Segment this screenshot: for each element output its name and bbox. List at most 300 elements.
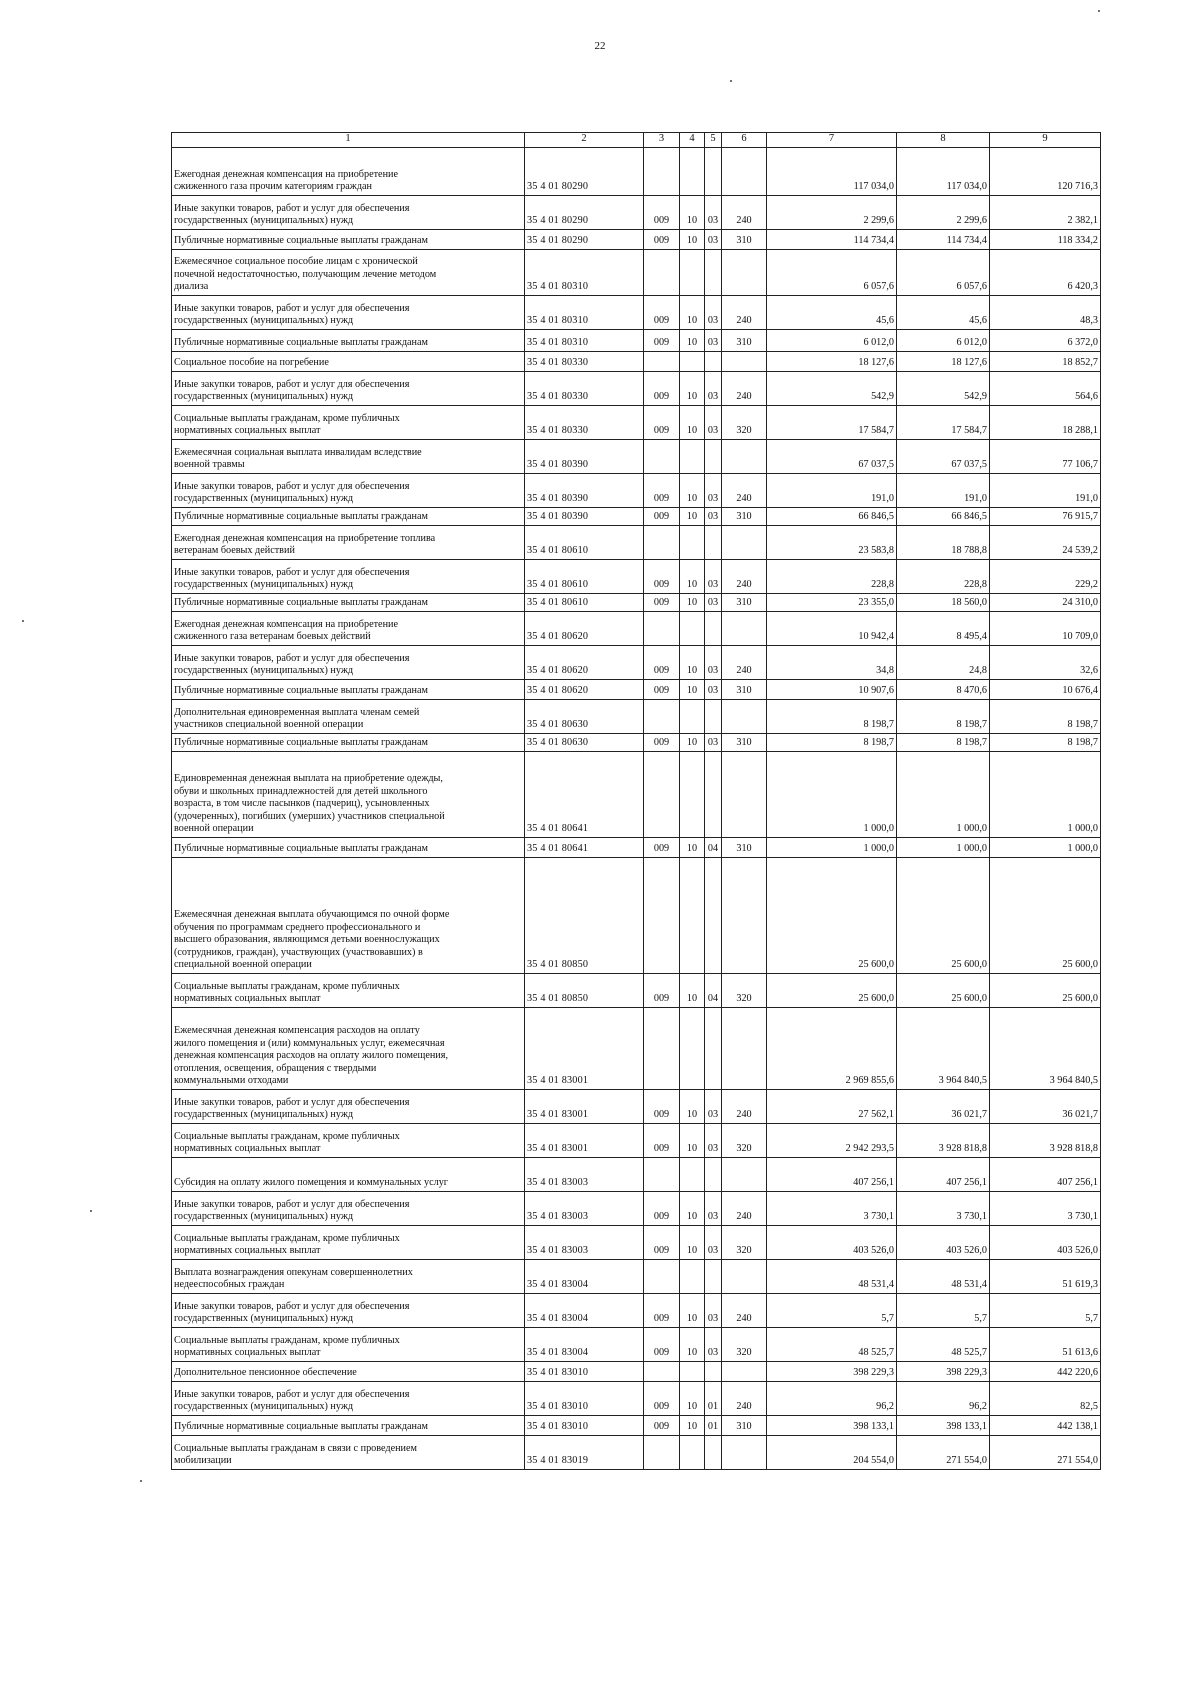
row-code: 35 4 01 80390	[525, 507, 644, 525]
page-number: 22	[594, 40, 606, 52]
row-value-col9: 18 852,7	[990, 351, 1101, 371]
row-description: Ежемесячная денежная выплата обучающимся по очной форме обучения по программам среднего профессионального и высшего образования, являющимся детьми военнослужащих (сотрудников, граждан), участвующих (участвовавших) в специальной военной операции	[172, 857, 525, 973]
row-section-code: 10	[680, 295, 705, 329]
row-code: 35 4 01 83001	[525, 1123, 644, 1157]
row-value-col9: 25 600,0	[990, 857, 1101, 973]
row-value-col8: 18 127,6	[897, 351, 990, 371]
row-description: Ежемесячное социальное пособие лицам с хронической почечной недостаточностью, получающим лечение методом диализа	[172, 249, 525, 295]
row-value-col8: 67 037,5	[897, 439, 990, 473]
row-ministry-code: 009	[644, 295, 680, 329]
row-section-code: 10	[680, 1225, 705, 1259]
row-expense-type: 240	[722, 645, 767, 679]
row-description: Ежегодная денежная компенсация на приобретение сжиженного газа прочим категориям граждан	[172, 147, 525, 195]
row-code: 35 4 01 80330	[525, 351, 644, 371]
row-ministry-code: 009	[644, 1415, 680, 1435]
row-code: 35 4 01 83010	[525, 1361, 644, 1381]
row-section-code: 10	[680, 1089, 705, 1123]
row-section-code: 10	[680, 733, 705, 751]
row-subsection-code: 03	[705, 1225, 722, 1259]
row-ministry-code: 009	[644, 559, 680, 593]
row-description: Социальные выплаты гражданам, кроме публичных нормативных социальных выплат	[172, 1327, 525, 1361]
row-ministry-code	[644, 351, 680, 371]
row-subsection-code	[705, 1435, 722, 1469]
row-ministry-code	[644, 439, 680, 473]
row-expense-type: 310	[722, 329, 767, 351]
scan-speck	[140, 1480, 142, 1482]
row-code: 35 4 01 83004	[525, 1293, 644, 1327]
row-value-col8: 8 470,6	[897, 679, 990, 699]
row-value-col7: 23 355,0	[767, 593, 897, 611]
row-value-col9: 407 256,1	[990, 1157, 1101, 1191]
row-code: 35 4 01 80610	[525, 559, 644, 593]
row-ministry-code: 009	[644, 329, 680, 351]
row-ministry-code	[644, 1259, 680, 1293]
row-description: Публичные нормативные социальные выплаты гражданам	[172, 593, 525, 611]
row-value-col8: 398 229,3	[897, 1361, 990, 1381]
row-value-col7: 398 229,3	[767, 1361, 897, 1381]
row-value-col8: 6 012,0	[897, 329, 990, 351]
row-ministry-code	[644, 699, 680, 733]
row-value-col9: 118 334,2	[990, 229, 1101, 249]
row-value-col8: 3 928 818,8	[897, 1123, 990, 1157]
row-expense-type: 240	[722, 295, 767, 329]
table-row	[172, 195, 1101, 229]
row-value-col8: 117 034,0	[897, 147, 990, 195]
table-row	[172, 733, 1101, 751]
row-subsection-code: 03	[705, 645, 722, 679]
row-subsection-code: 03	[705, 1089, 722, 1123]
row-code: 35 4 01 80610	[525, 593, 644, 611]
row-code: 35 4 01 83003	[525, 1157, 644, 1191]
row-value-col7: 542,9	[767, 371, 897, 405]
table-row	[172, 371, 1101, 405]
row-value-col9: 1 000,0	[990, 837, 1101, 857]
row-value-col9: 3 730,1	[990, 1191, 1101, 1225]
row-subsection-code: 03	[705, 679, 722, 699]
row-expense-type	[722, 249, 767, 295]
row-value-col9: 1 000,0	[990, 751, 1101, 837]
row-code: 35 4 01 80630	[525, 699, 644, 733]
row-section-code	[680, 1157, 705, 1191]
row-subsection-code: 03	[705, 405, 722, 439]
row-value-col7: 45,6	[767, 295, 897, 329]
row-value-col8: 36 021,7	[897, 1089, 990, 1123]
header-cell-5: 5	[705, 133, 722, 148]
row-value-col7: 191,0	[767, 473, 897, 507]
row-value-col8: 18 560,0	[897, 593, 990, 611]
row-value-col7: 403 526,0	[767, 1225, 897, 1259]
row-value-col7: 228,8	[767, 559, 897, 593]
row-ministry-code: 009	[644, 593, 680, 611]
row-expense-type: 320	[722, 1327, 767, 1361]
row-section-code	[680, 1007, 705, 1089]
row-value-col7: 114 734,4	[767, 229, 897, 249]
row-description: Иные закупки товаров, работ и услуг для обеспечения государственных (муниципальных) нужд	[172, 473, 525, 507]
row-value-col9: 3 964 840,5	[990, 1007, 1101, 1089]
row-section-code	[680, 1435, 705, 1469]
row-ministry-code	[644, 1007, 680, 1089]
row-description: Публичные нормативные социальные выплаты гражданам	[172, 329, 525, 351]
row-code: 35 4 01 83003	[525, 1225, 644, 1259]
row-description: Публичные нормативные социальные выплаты гражданам	[172, 837, 525, 857]
row-value-col8: 45,6	[897, 295, 990, 329]
row-value-col8: 66 846,5	[897, 507, 990, 525]
row-value-col8: 1 000,0	[897, 837, 990, 857]
row-value-col9: 5,7	[990, 1293, 1101, 1327]
row-section-code: 10	[680, 837, 705, 857]
row-expense-type	[722, 1157, 767, 1191]
row-expense-type: 310	[722, 229, 767, 249]
row-value-col7: 6 057,6	[767, 249, 897, 295]
row-expense-type	[722, 1259, 767, 1293]
row-code: 35 4 01 80330	[525, 405, 644, 439]
row-section-code	[680, 147, 705, 195]
row-value-col8: 3 730,1	[897, 1191, 990, 1225]
row-expense-type: 240	[722, 1089, 767, 1123]
row-description: Иные закупки товаров, работ и услуг для обеспечения государственных (муниципальных) нужд	[172, 1191, 525, 1225]
row-value-col8: 8 495,4	[897, 611, 990, 645]
table-row	[172, 645, 1101, 679]
table-row	[172, 1225, 1101, 1259]
row-value-col7: 2 299,6	[767, 195, 897, 229]
row-subsection-code: 03	[705, 1191, 722, 1225]
table-row	[172, 473, 1101, 507]
row-value-col7: 25 600,0	[767, 857, 897, 973]
table-row	[172, 1123, 1101, 1157]
header-cell-1: 1	[172, 133, 525, 148]
table-row	[172, 1327, 1101, 1361]
row-code: 35 4 01 83001	[525, 1089, 644, 1123]
row-value-col9: 76 915,7	[990, 507, 1101, 525]
row-subsection-code	[705, 699, 722, 733]
table-row	[172, 837, 1101, 857]
row-expense-type: 320	[722, 973, 767, 1007]
row-value-col7: 2 942 293,5	[767, 1123, 897, 1157]
row-section-code	[680, 439, 705, 473]
row-value-col9: 564,6	[990, 371, 1101, 405]
row-code: 35 4 01 83010	[525, 1381, 644, 1415]
header-cell-2: 2	[525, 133, 644, 148]
table-row	[172, 857, 1101, 973]
row-description: Публичные нормативные социальные выплаты гражданам	[172, 229, 525, 249]
row-section-code	[680, 351, 705, 371]
row-description: Иные закупки товаров, работ и услуг для обеспечения государственных (муниципальных) нужд	[172, 1381, 525, 1415]
row-ministry-code: 009	[644, 1293, 680, 1327]
row-value-col8: 271 554,0	[897, 1435, 990, 1469]
row-code: 35 4 01 83019	[525, 1435, 644, 1469]
table-row	[172, 1381, 1101, 1415]
row-value-col7: 66 846,5	[767, 507, 897, 525]
row-value-col9: 8 198,7	[990, 733, 1101, 751]
row-description: Социальные выплаты гражданам, кроме публичных нормативных социальных выплат	[172, 1123, 525, 1157]
row-code: 35 4 01 80610	[525, 525, 644, 559]
row-expense-type	[722, 1361, 767, 1381]
row-subsection-code: 03	[705, 559, 722, 593]
row-subsection-code	[705, 1007, 722, 1089]
row-value-col7: 2 969 855,6	[767, 1007, 897, 1089]
row-description: Социальные выплаты гражданам, кроме публичных нормативных социальных выплат	[172, 405, 525, 439]
row-value-col7: 1 000,0	[767, 837, 897, 857]
row-subsection-code: 01	[705, 1381, 722, 1415]
row-value-col9: 6 420,3	[990, 249, 1101, 295]
row-code: 35 4 01 80330	[525, 371, 644, 405]
row-value-col8: 6 057,6	[897, 249, 990, 295]
row-section-code: 10	[680, 1123, 705, 1157]
row-value-col7: 3 730,1	[767, 1191, 897, 1225]
scan-speck	[1098, 10, 1100, 12]
scan-speck	[90, 1210, 92, 1212]
table-row	[172, 1157, 1101, 1191]
row-value-col8: 1 000,0	[897, 751, 990, 837]
row-description: Иные закупки товаров, работ и услуг для обеспечения государственных (муниципальных) нужд	[172, 1089, 525, 1123]
table-row	[172, 405, 1101, 439]
row-code: 35 4 01 80310	[525, 249, 644, 295]
row-description: Выплата вознаграждения опекунам совершеннолетних недееспособных граждан	[172, 1259, 525, 1293]
row-code: 35 4 01 80641	[525, 837, 644, 857]
row-value-col8: 25 600,0	[897, 973, 990, 1007]
row-ministry-code: 009	[644, 1381, 680, 1415]
row-description: Дополнительное пенсионное обеспечение	[172, 1361, 525, 1381]
row-section-code: 10	[680, 473, 705, 507]
row-subsection-code	[705, 611, 722, 645]
row-subsection-code: 03	[705, 473, 722, 507]
table-row	[172, 699, 1101, 733]
row-section-code: 10	[680, 1293, 705, 1327]
row-ministry-code	[644, 147, 680, 195]
row-expense-type: 240	[722, 1191, 767, 1225]
row-value-col8: 398 133,1	[897, 1415, 990, 1435]
row-section-code	[680, 699, 705, 733]
row-code: 35 4 01 83004	[525, 1259, 644, 1293]
row-value-col8: 25 600,0	[897, 857, 990, 973]
row-value-col9: 10 676,4	[990, 679, 1101, 699]
row-code: 35 4 01 80641	[525, 751, 644, 837]
row-section-code: 10	[680, 195, 705, 229]
row-ministry-code	[644, 1157, 680, 1191]
row-description: Публичные нормативные социальные выплаты гражданам	[172, 679, 525, 699]
row-description: Публичные нормативные социальные выплаты гражданам	[172, 507, 525, 525]
row-subsection-code: 03	[705, 371, 722, 405]
table-row	[172, 1435, 1101, 1469]
row-subsection-code: 03	[705, 1293, 722, 1327]
table-row	[172, 1293, 1101, 1327]
row-expense-type	[722, 439, 767, 473]
table-row	[172, 525, 1101, 559]
row-value-col9: 403 526,0	[990, 1225, 1101, 1259]
scan-speck	[730, 80, 732, 82]
row-value-col8: 48 531,4	[897, 1259, 990, 1293]
row-expense-type: 310	[722, 507, 767, 525]
table-row	[172, 329, 1101, 351]
row-value-col7: 8 198,7	[767, 733, 897, 751]
row-subsection-code	[705, 1157, 722, 1191]
row-code: 35 4 01 80310	[525, 329, 644, 351]
row-expense-type: 310	[722, 837, 767, 857]
row-section-code: 10	[680, 1191, 705, 1225]
row-subsection-code	[705, 249, 722, 295]
row-code: 35 4 01 83004	[525, 1327, 644, 1361]
row-description: Социальное пособие на погребение	[172, 351, 525, 371]
row-ministry-code: 009	[644, 679, 680, 699]
row-expense-type	[722, 857, 767, 973]
row-code: 35 4 01 80620	[525, 645, 644, 679]
row-description: Социальные выплаты гражданам в связи с проведением мобилизации	[172, 1435, 525, 1469]
row-value-col9: 36 021,7	[990, 1089, 1101, 1123]
row-value-col9: 3 928 818,8	[990, 1123, 1101, 1157]
row-value-col7: 34,8	[767, 645, 897, 679]
row-expense-type: 320	[722, 1225, 767, 1259]
table-row	[172, 751, 1101, 837]
row-code: 35 4 01 83001	[525, 1007, 644, 1089]
row-expense-type: 240	[722, 195, 767, 229]
row-value-col7: 6 012,0	[767, 329, 897, 351]
row-value-col8: 24,8	[897, 645, 990, 679]
row-ministry-code	[644, 611, 680, 645]
row-subsection-code: 03	[705, 329, 722, 351]
row-ministry-code: 009	[644, 1191, 680, 1225]
row-expense-type: 240	[722, 473, 767, 507]
row-code: 35 4 01 80630	[525, 733, 644, 751]
row-value-col9: 442 138,1	[990, 1415, 1101, 1435]
row-value-col9: 51 613,6	[990, 1327, 1101, 1361]
row-value-col8: 48 525,7	[897, 1327, 990, 1361]
row-ministry-code: 009	[644, 1225, 680, 1259]
row-ministry-code: 009	[644, 1089, 680, 1123]
table-row	[172, 1259, 1101, 1293]
row-value-col8: 8 198,7	[897, 733, 990, 751]
row-ministry-code	[644, 525, 680, 559]
table-row	[172, 1007, 1101, 1089]
row-value-col8: 2 299,6	[897, 195, 990, 229]
row-code: 35 4 01 80290	[525, 195, 644, 229]
header-cell-8: 8	[897, 133, 990, 148]
row-section-code	[680, 249, 705, 295]
header-cell-3: 3	[644, 133, 680, 148]
row-subsection-code	[705, 751, 722, 837]
row-code: 35 4 01 80310	[525, 295, 644, 329]
table-row	[172, 1415, 1101, 1435]
row-section-code: 10	[680, 559, 705, 593]
row-description: Иные закупки товаров, работ и услуг для обеспечения государственных (муниципальных) нужд	[172, 1293, 525, 1327]
row-value-col9: 24 310,0	[990, 593, 1101, 611]
row-subsection-code: 03	[705, 507, 722, 525]
row-ministry-code: 009	[644, 195, 680, 229]
row-expense-type: 310	[722, 733, 767, 751]
row-subsection-code	[705, 1259, 722, 1293]
row-expense-type: 310	[722, 679, 767, 699]
header-cell-9: 9	[990, 133, 1101, 148]
row-section-code: 10	[680, 593, 705, 611]
row-section-code	[680, 857, 705, 973]
row-value-col8: 542,9	[897, 371, 990, 405]
row-value-col8: 228,8	[897, 559, 990, 593]
row-value-col8: 17 584,7	[897, 405, 990, 439]
row-description: Иные закупки товаров, работ и услуг для обеспечения государственных (муниципальных) нужд	[172, 645, 525, 679]
table-row	[172, 611, 1101, 645]
row-code: 35 4 01 80390	[525, 439, 644, 473]
row-value-col9: 191,0	[990, 473, 1101, 507]
row-description: Публичные нормативные социальные выплаты гражданам	[172, 733, 525, 751]
row-value-col9: 120 716,3	[990, 147, 1101, 195]
row-value-col9: 18 288,1	[990, 405, 1101, 439]
row-value-col7: 407 256,1	[767, 1157, 897, 1191]
row-code: 35 4 01 80290	[525, 229, 644, 249]
row-value-col8: 191,0	[897, 473, 990, 507]
row-section-code: 10	[680, 329, 705, 351]
row-section-code: 10	[680, 1327, 705, 1361]
row-section-code: 10	[680, 1415, 705, 1435]
row-expense-type: 240	[722, 1381, 767, 1415]
scan-speck	[22, 620, 24, 622]
row-code: 35 4 01 83010	[525, 1415, 644, 1435]
row-ministry-code	[644, 857, 680, 973]
row-ministry-code	[644, 1435, 680, 1469]
row-value-col9: 2 382,1	[990, 195, 1101, 229]
row-section-code: 10	[680, 645, 705, 679]
row-ministry-code: 009	[644, 973, 680, 1007]
row-value-col7: 204 554,0	[767, 1435, 897, 1469]
row-section-code: 10	[680, 371, 705, 405]
row-description: Иные закупки товаров, работ и услуг для обеспечения государственных (муниципальных) нужд	[172, 295, 525, 329]
row-value-col9: 442 220,6	[990, 1361, 1101, 1381]
row-value-col9: 6 372,0	[990, 329, 1101, 351]
row-value-col9: 10 709,0	[990, 611, 1101, 645]
row-value-col9: 77 106,7	[990, 439, 1101, 473]
row-subsection-code: 03	[705, 1327, 722, 1361]
row-subsection-code: 03	[705, 593, 722, 611]
row-value-col7: 5,7	[767, 1293, 897, 1327]
row-ministry-code	[644, 249, 680, 295]
row-expense-type: 310	[722, 1415, 767, 1435]
row-ministry-code: 009	[644, 473, 680, 507]
row-description: Ежегодная денежная компенсация на приобретение топлива ветеранам боевых действий	[172, 525, 525, 559]
table-row	[172, 1191, 1101, 1225]
row-value-col8: 8 198,7	[897, 699, 990, 733]
row-section-code: 10	[680, 973, 705, 1007]
table-row	[172, 1361, 1101, 1381]
table-body	[172, 147, 1101, 1469]
table-row	[172, 679, 1101, 699]
row-description: Публичные нормативные социальные выплаты гражданам	[172, 1415, 525, 1435]
row-value-col7: 398 133,1	[767, 1415, 897, 1435]
row-description: Иные закупки товаров, работ и услуг для обеспечения государственных (муниципальных) нужд	[172, 195, 525, 229]
row-description: Дополнительная единовременная выплата членам семей участников специальной военной операции	[172, 699, 525, 733]
row-description: Ежемесячная денежная компенсация расходов на оплату жилого помещения и (или) коммунальных услуг, ежемесячная денежная компенсация расходов на оплату жилого помещения, отопления, освещения, обращения с твердыми коммунальными отходами	[172, 1007, 525, 1089]
row-subsection-code	[705, 1361, 722, 1381]
table-row	[172, 1089, 1101, 1123]
row-section-code: 10	[680, 405, 705, 439]
table-row	[172, 351, 1101, 371]
row-subsection-code	[705, 147, 722, 195]
row-subsection-code: 03	[705, 1123, 722, 1157]
row-section-code: 10	[680, 679, 705, 699]
header-cell-6: 6	[722, 133, 767, 148]
row-ministry-code: 009	[644, 645, 680, 679]
row-value-col7: 8 198,7	[767, 699, 897, 733]
row-value-col8: 403 526,0	[897, 1225, 990, 1259]
row-expense-type: 240	[722, 371, 767, 405]
row-expense-type	[722, 1435, 767, 1469]
row-ministry-code: 009	[644, 1123, 680, 1157]
row-expense-type: 240	[722, 559, 767, 593]
table-row	[172, 507, 1101, 525]
row-expense-type	[722, 525, 767, 559]
row-value-col7: 27 562,1	[767, 1089, 897, 1123]
header-row	[172, 133, 1101, 148]
row-expense-type	[722, 351, 767, 371]
row-value-col9: 24 539,2	[990, 525, 1101, 559]
row-ministry-code: 009	[644, 507, 680, 525]
